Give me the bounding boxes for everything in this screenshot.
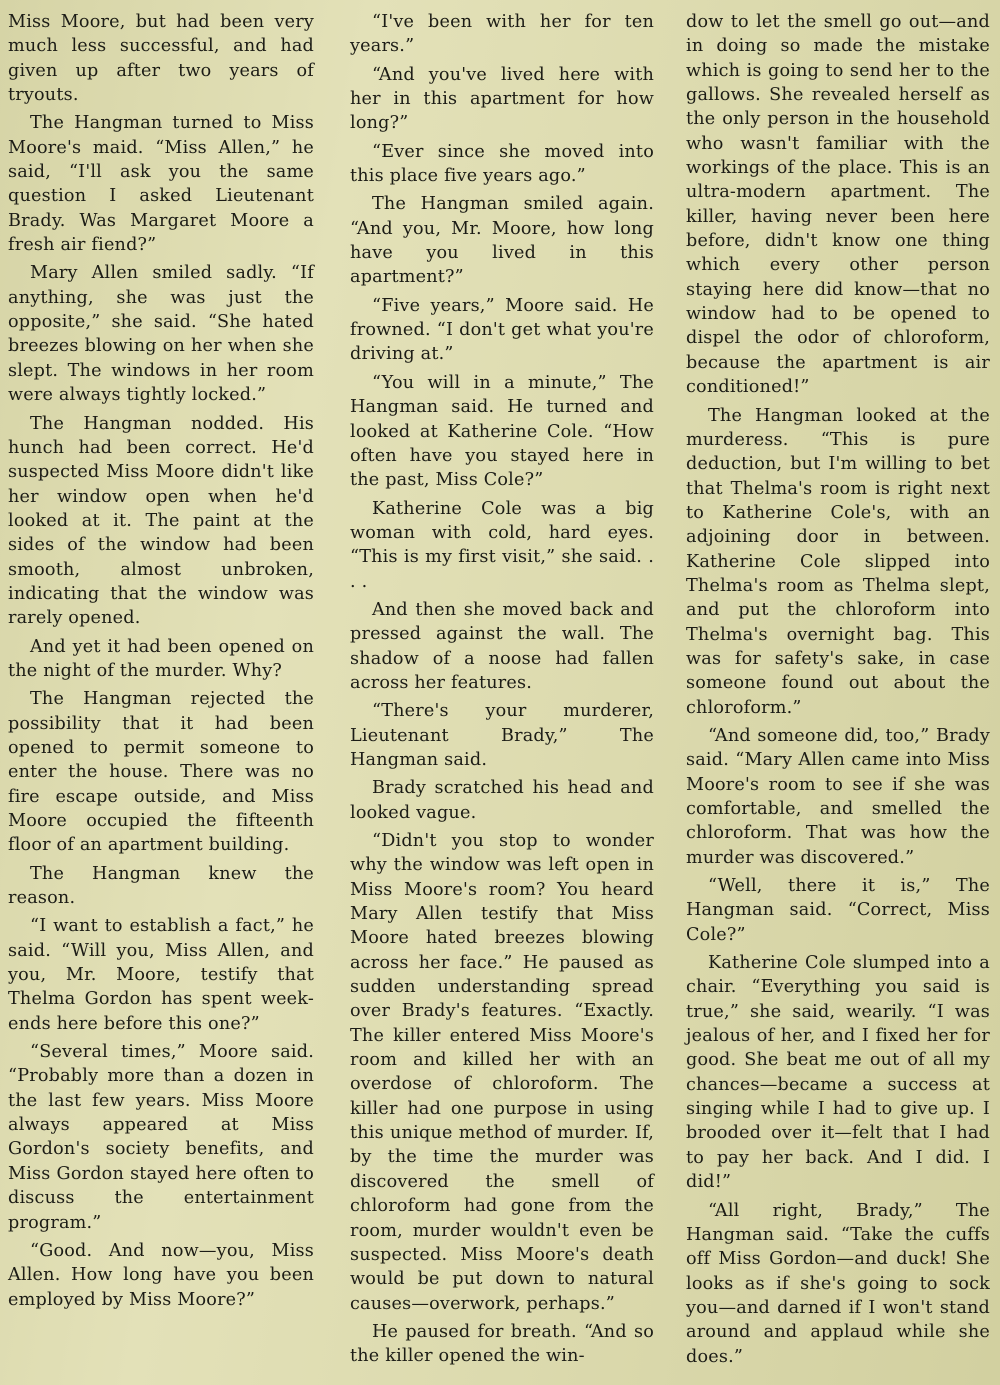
paragraph: “I've been with her for ten years.” bbox=[350, 12, 654, 57]
paragraph: “Several times,” Moore said. “Probably more than a dozen in the last few years. Miss Moore always appeared at Miss Gordon's society benefits, and Miss Gordon stayed here often to discuss the entertainment program.” bbox=[8, 1042, 314, 1233]
paragraph: Mary Allen smiled sadly. “If anything, she was just the opposite,” she said. “She hated breezes blowing on her when she slept. The windows in her room were always tightly locked.” bbox=[8, 263, 314, 406]
paragraph: The Hangman knew the reason. bbox=[8, 863, 314, 909]
text-column-3 bbox=[686, 10, 990, 1373]
text-column-2 bbox=[350, 10, 654, 1373]
paragraph: Brady scratched his head and looked vague. bbox=[350, 778, 654, 823]
paragraph: “Good. And now—you, Miss Allen. How long have you been employed by Miss Moore?” bbox=[8, 1240, 314, 1310]
paragraph: And yet it had been opened on the night of the murder. Why? bbox=[8, 636, 314, 681]
paragraph: Katherine Cole slumped into a chair. “Everything you said is true,” she said, wearily. “I was jealous of her, and I fixed her for good. She beat me out of all my chances—became a success at singing while I had to give up. I brooded over it—felt that I had to pay her back. And I did. I did!” bbox=[686, 953, 990, 1193]
paragraph: “Ever since she moved into this place five years ago.” bbox=[350, 141, 654, 187]
paragraph: He paused for breath. “And so the killer opened the win- bbox=[350, 1321, 654, 1367]
paragraph: And then she moved back and pressed against the wall. The shadow of a noose had fallen across her features. bbox=[350, 599, 654, 693]
paragraph: “And you've lived here with her in this apartment for how long?” bbox=[350, 64, 654, 134]
paragraph: “You will in a minute,” The Hangman said. He turned and looked at Katherine Cole. “How often have you stayed here in the past, Miss Cole?” bbox=[350, 372, 654, 491]
paragraph: The Hangman looked at the murderess. “This is pure deduction, but I'm willing to bet that Thelma's room is right next to Katherine Cole's, with an adjoining door in between. Katherine Cole slipped into Thelma's room as Thelma slept, and put the chloroform into Thelma's overnight bag. This was for safety's sake, in case someone found out about the chloroform.” bbox=[686, 405, 990, 718]
paragraph: “All right, Brady,” The Hangman said. “Take the cuffs off Miss Gordon—and duck! She looks as if she's going to sock you—and darned if I won't stand around and applaud while she does.” bbox=[686, 1200, 990, 1367]
paragraph: The Hangman smiled again. “And you, Mr. Moore, how long have you lived in this apartment?” bbox=[350, 194, 654, 288]
paragraph: “There's your murderer, Lieutenant Brady,” The Hangman said. bbox=[350, 701, 654, 770]
paragraph: “Well, there it is,” The Hangman said. “Correct, Miss Cole?” bbox=[686, 876, 990, 945]
paragraph: dow to let the smell go out—and in doing so made the mistake which is going to send her to the gallows. She revealed herself as the only person in the household who wasn't familiar with the workings of the place. This is an ultra-modern apartment. The killer, having never been here before, didn't know one thing which every other person staying here did know—that no window had to be opened to dispel the odor of chloroform, because the apartment is air conditioned!” bbox=[686, 12, 990, 398]
paragraph: Miss Moore, but had been very much less successful, and had given up after two years of tryouts. bbox=[8, 12, 314, 106]
paragraph: Katherine Cole was a big woman with cold, hard eyes. “This is my first visit,” she said. . . . bbox=[350, 498, 654, 592]
paragraph: The Hangman rejected the possibility that it had been opened to permit someone to enter the house. There was no fire escape outside, and Miss Moore occupied the fifteenth floor of an apartment building. bbox=[8, 689, 314, 856]
paragraph: “And someone did, too,” Brady said. “Mary Allen came into Miss Moore's room to see if she was comfortable, and smelled the chloroform. That was how the murder was discovered.” bbox=[686, 725, 990, 868]
text-column-1 bbox=[8, 10, 314, 1316]
paragraph: The Hangman turned to Miss Moore's maid. “Miss Allen,” he said, “I'll ask you the same question I asked Lieutenant Brady. Was Margaret Moore a fresh air fiend?” bbox=[8, 113, 314, 256]
paragraph: The Hangman nodded. His hunch had been correct. He'd suspected Miss Moore didn't like her window open when he'd looked at it. The paint at the sides of the window had been smooth, almost unbroken, indicating that the window was rarely opened. bbox=[8, 413, 314, 629]
paragraph: “Didn't you stop to wonder why the window was left open in Miss Moore's room? You heard Mary Allen testify that Miss Moore hated breezes blowing across her face.” He paused as sudden understanding spread over Brady's features. “Exactly. The killer entered Miss Moore's room and killed her with an overdose of chloroform. The killer had one purpose in using this unique method of murder. If, by the time the murder was discovered the smell of chloroform had gone from the room, murder wouldn't even be suspected. Miss Moore's death would be put down to natural causes—overwork, perhaps.” bbox=[350, 831, 654, 1314]
paragraph: “Five years,” Moore said. He frowned. “I don't get what you're driving at.” bbox=[350, 295, 654, 365]
paragraph: “I want to establish a fact,” he said. “Will you, Miss Allen, and you, Mr. Moore, testify that Thelma Gordon has spent week-ends here before this one?” bbox=[8, 916, 314, 1034]
